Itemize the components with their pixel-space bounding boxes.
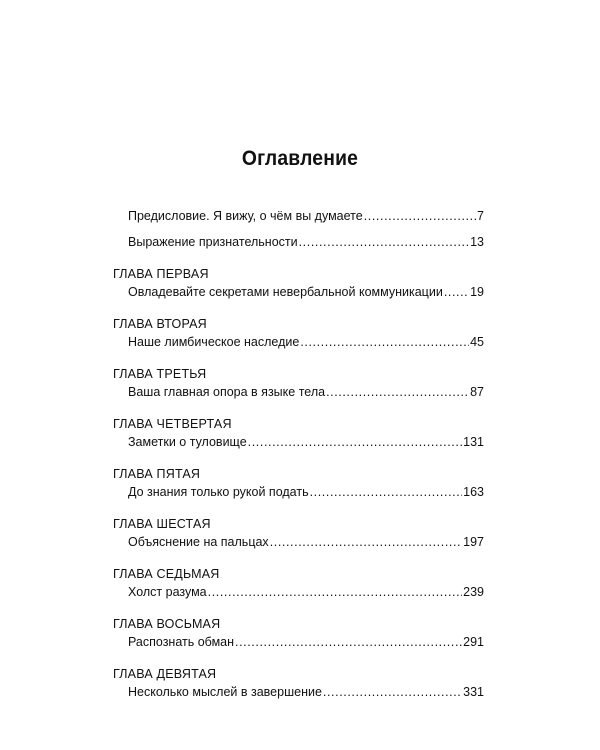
toc-entry-chapter-7	[128, 584, 484, 600]
entry-page-number: 13	[470, 235, 484, 249]
toc-entry-chapter-4	[128, 434, 484, 450]
dot-leader	[364, 208, 476, 224]
dot-leader	[326, 384, 469, 400]
dot-leader	[248, 434, 462, 450]
dot-leader	[235, 634, 462, 650]
chapter-heading-7: ГЛАВА СЕДЬМАЯ	[113, 567, 220, 581]
chapter-heading-8: ГЛАВА ВОСЬМАЯ	[113, 617, 221, 631]
entry-title: Заметки о туловище	[128, 435, 247, 449]
entry-page-number: 197	[463, 535, 484, 549]
dot-leader	[323, 684, 462, 700]
chapter-heading-4: ГЛАВА ЧЕТВЕРТАЯ	[113, 417, 232, 431]
dot-leader	[310, 484, 463, 500]
chapter-heading-6: ГЛАВА ШЕСТАЯ	[113, 517, 211, 531]
toc-entry-chapter-2	[128, 334, 484, 350]
entry-title: Несколько мыслей в завершение	[128, 685, 322, 699]
dot-leader	[299, 234, 469, 250]
toc-entry-chapter-9	[128, 684, 484, 700]
entry-title: Ваша главная опора в языке тела	[128, 385, 326, 399]
entry-page-number: 87	[470, 385, 484, 399]
chapter-heading-1: ГЛАВА ПЕРВАЯ	[113, 267, 209, 281]
entry-title: Предисловие. Я вижу, о чём вы думаете	[128, 209, 363, 223]
entry-title: Холст разума	[128, 585, 207, 599]
chapter-heading-9: ГЛАВА ДЕВЯТАЯ	[113, 667, 217, 681]
chapter-heading-2: ГЛАВА ВТОРАЯ	[113, 317, 207, 331]
toc-entry-preface	[128, 208, 484, 224]
entry-title: Выражение признательности	[128, 235, 298, 249]
entry-page-number: 7	[477, 209, 484, 223]
toc-entry-chapter-5	[128, 484, 484, 500]
chapter-heading-5: ГЛАВА ПЯТАЯ	[113, 467, 201, 481]
dot-leader	[300, 334, 469, 350]
entry-page-number: 291	[463, 635, 484, 649]
entry-page-number: 45	[470, 335, 484, 349]
entry-title: Объяснение на пальцах	[128, 535, 269, 549]
chapter-heading-3: ГЛАВА ТРЕТЬЯ	[113, 367, 207, 381]
entry-title: Наше лимбическое наследие	[128, 335, 300, 349]
entry-page-number: 239	[463, 585, 484, 599]
entry-page-number: 131	[463, 435, 484, 449]
page-title: Оглавление	[241, 147, 359, 170]
toc-entry-acknowledgements	[128, 234, 484, 250]
entry-title: Овладевайте секретами невербальной коммуникации	[128, 285, 443, 299]
entry-title: Распознать обман	[128, 635, 235, 649]
dot-leader	[444, 284, 469, 300]
dot-leader	[208, 584, 463, 600]
entry-title: До знания только рукой подать	[128, 485, 309, 499]
entry-page-number: 331	[463, 685, 484, 699]
toc-entry-chapter-1	[128, 284, 484, 300]
dot-leader	[270, 534, 462, 550]
toc-entry-chapter-3	[128, 384, 484, 400]
toc-entry-chapter-6	[128, 534, 484, 550]
entry-page-number: 19	[470, 285, 484, 299]
entry-page-number: 163	[463, 485, 484, 499]
toc-entry-chapter-8	[128, 634, 484, 650]
